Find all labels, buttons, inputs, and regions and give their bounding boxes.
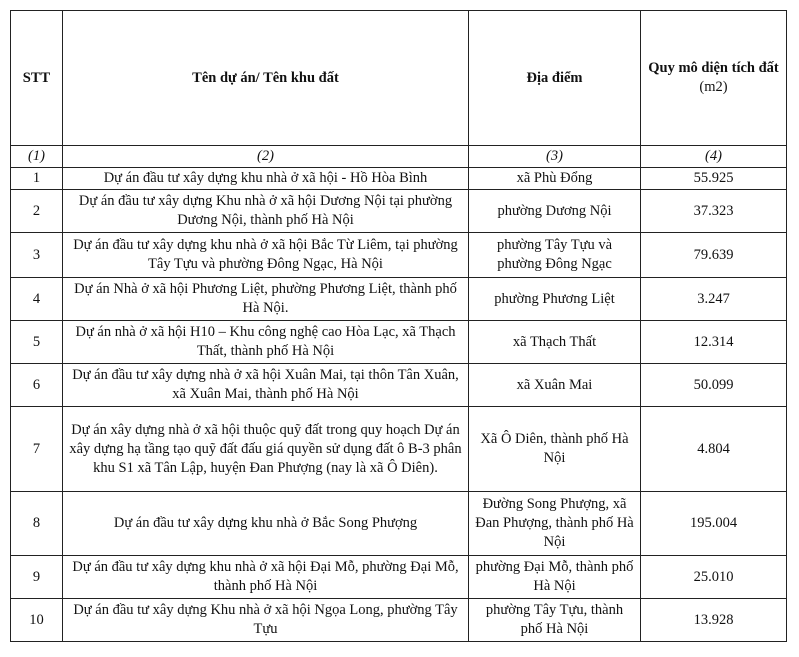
table-row — [11, 364, 787, 407]
table-row — [11, 190, 787, 233]
cell-stt: 3 — [11, 233, 63, 278]
cell-name: Dự án đầu tư xây dựng Khu nhà ở xã hội Ngọa Long, phường Tây Tựu — [63, 599, 469, 642]
cell-location: phường Dương Nội — [469, 190, 641, 233]
cell-location: phường Tây Tựu, thành phố Hà Nội — [469, 599, 641, 642]
header-row — [11, 11, 787, 146]
header-stt: STT — [11, 11, 63, 146]
cell-area: 25.010 — [641, 556, 787, 599]
cell-name: Dự án đầu tư xây dựng khu nhà ở Bắc Song Phượng — [63, 492, 469, 556]
cell-location: Xã Ô Diên, thành phố Hà Nội — [469, 407, 641, 492]
cell-name: Dự án đầu tư xây dựng khu nhà ở xã hội - Hồ Hòa Bình — [63, 168, 469, 190]
cell-area: 79.639 — [641, 233, 787, 278]
index-cell: (1) — [11, 146, 63, 168]
cell-location: phường Đại Mỗ, thành phố Hà Nội — [469, 556, 641, 599]
cell-location: phường Tây Tựu và phường Đông Ngạc — [469, 233, 641, 278]
cell-stt: 7 — [11, 407, 63, 492]
index-cell: (3) — [469, 146, 641, 168]
cell-location: xã Xuân Mai — [469, 364, 641, 407]
cell-stt: 10 — [11, 599, 63, 642]
cell-name: Dự án đầu tư xây dựng Khu nhà ở xã hội Dương Nội tại phường Dương Nội, thành phố Hà Nội — [63, 190, 469, 233]
header-area — [641, 11, 787, 146]
table-row — [11, 168, 787, 190]
cell-area: 37.323 — [641, 190, 787, 233]
cell-area: 55.925 — [641, 168, 787, 190]
header-area-unit: (m2) — [699, 79, 728, 95]
index-cell: (4) — [641, 146, 787, 168]
index-cell: (2) — [63, 146, 469, 168]
table-row — [11, 321, 787, 364]
cell-stt: 9 — [11, 556, 63, 599]
cell-area: 3.247 — [641, 278, 787, 321]
cell-location: xã Thạch Thất — [469, 321, 641, 364]
cell-area: 12.314 — [641, 321, 787, 364]
cell-name: Dự án đầu tư xây dựng khu nhà ở xã hội Bắc Từ Liêm, tại phường Tây Tựu và phường Đông Ngạc, Hà Nội — [63, 233, 469, 278]
cell-name: Dự án đầu tư xây dựng nhà ở xã hội Xuân Mai, tại thôn Tân Xuân, xã Xuân Mai, thành phố Hà Nội — [63, 364, 469, 407]
table-row — [11, 407, 787, 492]
cell-name: Dự án xây dựng nhà ở xã hội thuộc quỹ đất trong quy hoạch Dự án xây dựng hạ tầng tạo quỹ đất đấu giá quyền sử dụng đất ô B-3 phân khu S1 xã Tân Lập, huyện Đan Phượng (nay là xã Ô Diên). — [63, 407, 469, 492]
table-row — [11, 599, 787, 642]
cell-location: xã Phù Đổng — [469, 168, 641, 190]
cell-stt: 6 — [11, 364, 63, 407]
index-row — [11, 146, 787, 168]
project-table — [10, 10, 787, 642]
header-location: Địa điểm — [469, 11, 641, 146]
table-row — [11, 556, 787, 599]
header-name: Tên dự án/ Tên khu đất — [63, 11, 469, 146]
cell-area: 13.928 — [641, 599, 787, 642]
cell-area: 50.099 — [641, 364, 787, 407]
table-row — [11, 278, 787, 321]
cell-stt: 2 — [11, 190, 63, 233]
document-body — [10, 10, 787, 642]
cell-stt: 8 — [11, 492, 63, 556]
table-row — [11, 492, 787, 556]
header-area-title: Quy mô diện tích đất — [648, 60, 779, 76]
cell-location: Đường Song Phượng, xã Đan Phượng, thành phố Hà Nội — [469, 492, 641, 556]
cell-stt: 1 — [11, 168, 63, 190]
cell-stt: 4 — [11, 278, 63, 321]
cell-name: Dự án đầu tư xây dựng khu nhà ở xã hội Đại Mỗ, phường Đại Mỗ, thành phố Hà Nội — [63, 556, 469, 599]
cell-name: Dự án Nhà ở xã hội Phương Liệt, phường Phương Liệt, thành phố Hà Nội. — [63, 278, 469, 321]
cell-location: phường Phương Liệt — [469, 278, 641, 321]
cell-name: Dự án nhà ở xã hội H10 – Khu công nghệ cao Hòa Lạc, xã Thạch Thất, thành phố Hà Nội — [63, 321, 469, 364]
cell-area: 195.004 — [641, 492, 787, 556]
cell-area: 4.804 — [641, 407, 787, 492]
cell-stt: 5 — [11, 321, 63, 364]
table-row — [11, 233, 787, 278]
